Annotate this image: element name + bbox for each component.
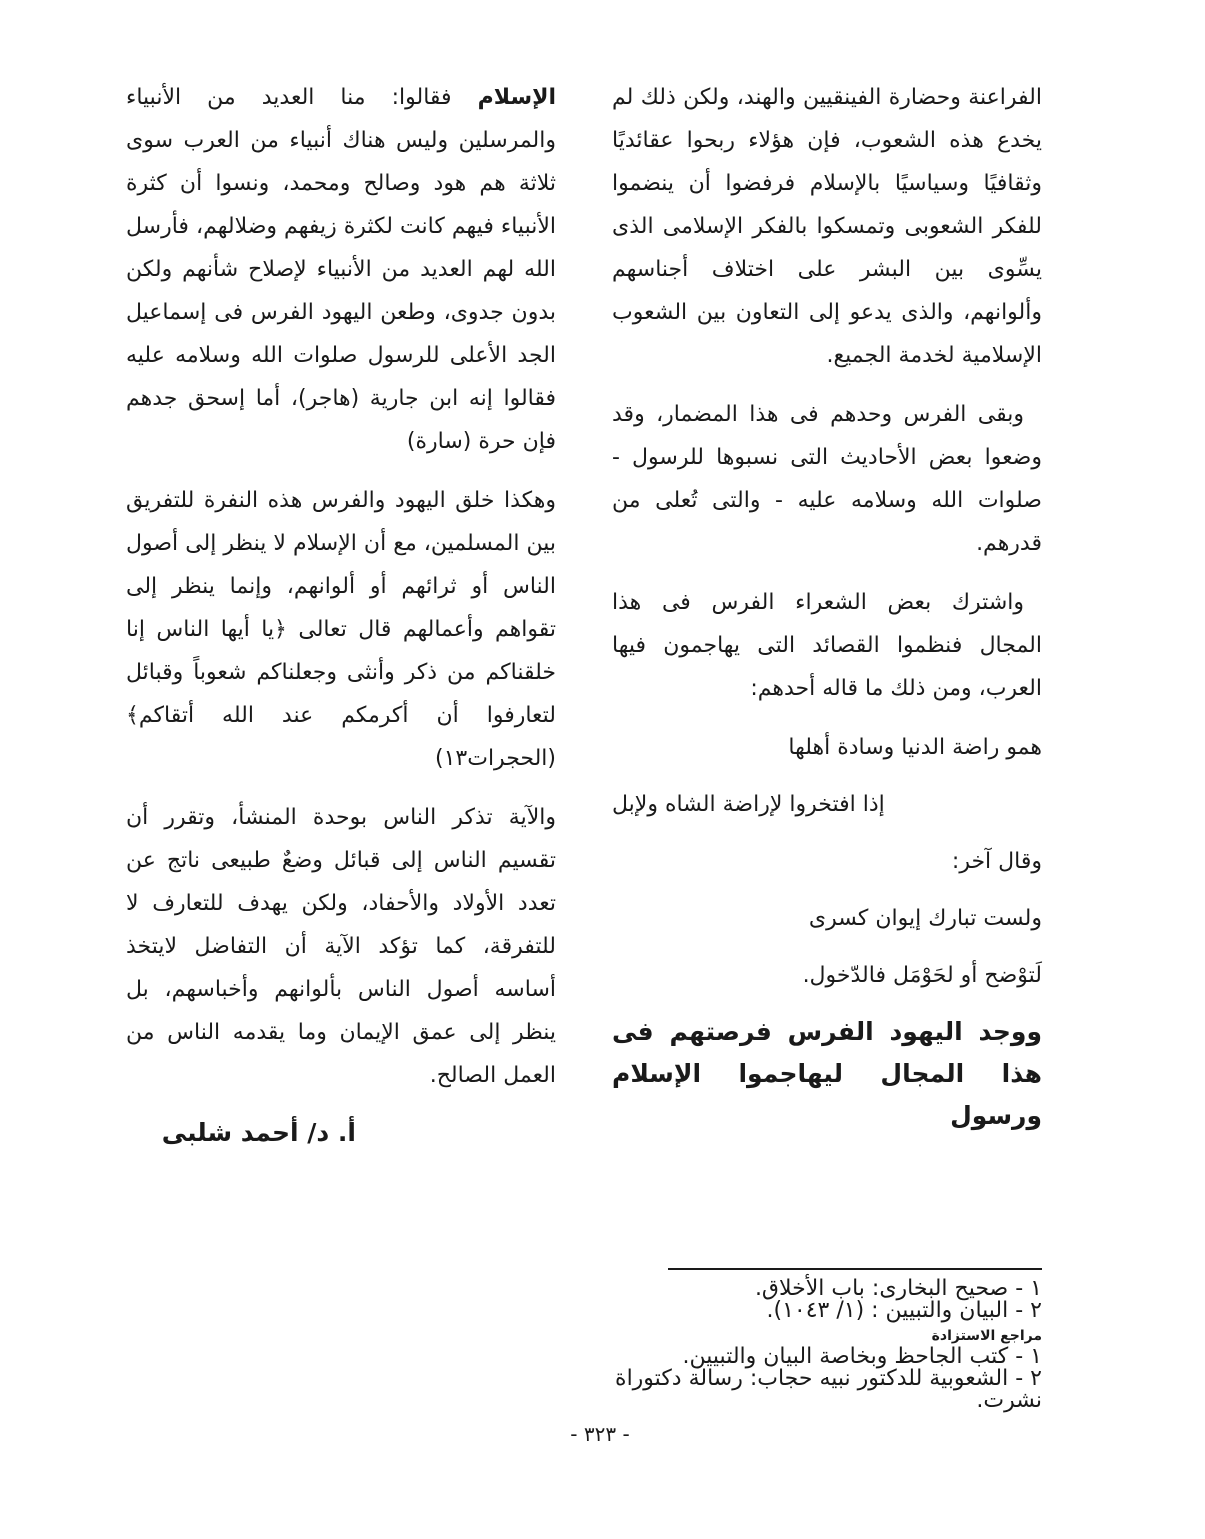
- verse-line: همو راضة الدنيا وسادة أهلها: [788, 735, 1042, 760]
- paragraph-text: فقالوا: منا العديد من الأنبياء والمرسلين وليس هناك أنبياء من العرب سوى ثلاثة هم هود وصالح ومحمد، ونسوا أن كثرة الأنبياء فيهم كانت لكثرة زيفهم وضلالهم، فأرسل الله لهم العديد من الأنبياء لإصلاح شأنهم ولكن بدون جدوى، وطعن اليهود الفرس فى إسماعيل الجد الأعلى للرسول صلوات الله وسلامه عليه فقالوا إنه ابن جارية (هاجر)، أما إسحق جدهم فإن حرة (سارة): [126, 85, 556, 454]
- verse-line: إذا افتخروا لإراضة الشاه ولإبل: [612, 792, 885, 817]
- paragraph: والآية تذكر الناس بوحدة المنشأ، وتقرر أن تقسيم الناس إلى قبائل وضعٌ طبيعى ناتج عن تعدد الأولاد والأحفاد، ولكن يهدف للتعارف لا للتفرقة، كما تؤكد الآية أن التفاضل لايتخذ أساسه أصول الناس بألوانهم وأخباسهم، بل ينظر إلى عمق الإيمان وما يقدمه الناس من العمل الصالح.: [126, 805, 556, 1088]
- right-column: [612, 76, 1042, 1153]
- page-number: - ٣٢٣ -: [570, 1422, 630, 1446]
- verse-line: ولست تبارك إيوان كسرى: [808, 906, 1042, 931]
- paragraph: وهكذا خلق اليهود والفرس هذه النفرة للتفريق بين المسلمين، مع أن الإسلام لا ينظر إلى أصول الناس أو ثرائهم أو ألوانهم، وإنما ينظر إلى تقواهم وأعمالهم قال تعالى ﴿يا أيها الناس إنا خلقناكم من ذكر وأنثى وجعلناكم شعوباً وقبائل لتعارفوا أن أكرمكم عند الله أتقاكم﴾ (الحجرات١٣): [126, 488, 556, 771]
- references-title: مراجع الاستزادة: [931, 1328, 1042, 1344]
- reference-item: ١ - كتب الجاحظ وبخاصة البيان والتبيين.: [682, 1344, 1042, 1369]
- footnote: ١ - صحيح البخارى: باب الأخلاق.: [754, 1276, 1042, 1301]
- left-column: [126, 76, 556, 1113]
- author-signature: أ. د/ أحمد شلبى: [161, 1118, 356, 1147]
- paragraph: [126, 76, 556, 463]
- section-heading: ووجد اليهود الفرس فرصتهم فى هذا المجال ليهاجموا الإسلام ورسول: [612, 1017, 1042, 1130]
- lead-word: الإسلام: [477, 85, 557, 110]
- footnote-divider: [668, 1268, 1042, 1270]
- verse-line: لَتوْضح أو لحَوْمَل فالدّخول.: [802, 963, 1042, 988]
- footnote: ٢ - البيان والتبيين : (١/ ١٠٤٣).: [766, 1298, 1042, 1323]
- paragraph: وبقى الفرس وحدهم فى هذا المضمار، وقد وضعوا بعض الأحاديث التى نسبوها للرسول - صلوات الله وسلامه عليه - والتى تُعلى من قدرهم.: [612, 402, 1042, 556]
- paragraph: الفراعنة وحضارة الفينقيين والهند، ولكن ذلك لم يخدع هذه الشعوب، فإن هؤلاء ربحوا عقائديًا وثقافيًا وسياسيًا بالإسلام فرفضوا أن ينضموا للفكر الشعوبى وتمسكوا بالفكر الإسلامى الذى يسِّوى بين البشر على اختلاف أجناسهم وألوانهم، والذى يدعو إلى التعاون بين الشعوب الإسلامية لخدمة الجميع.: [612, 85, 1042, 368]
- verse-intro: وقال آخر:: [951, 849, 1042, 874]
- footnotes: [560, 1278, 1042, 1412]
- paragraph: واشترك بعض الشعراء الفرس فى هذا المجال فنظموا القصائد التى يهاجمون فيها العرب، ومن ذلك ما قاله أحدهم:: [612, 590, 1042, 701]
- reference-item: ٢ - الشعوبية للدكتور نبيه حجاب: رسالة دكتوراة نشرت.: [615, 1366, 1042, 1413]
